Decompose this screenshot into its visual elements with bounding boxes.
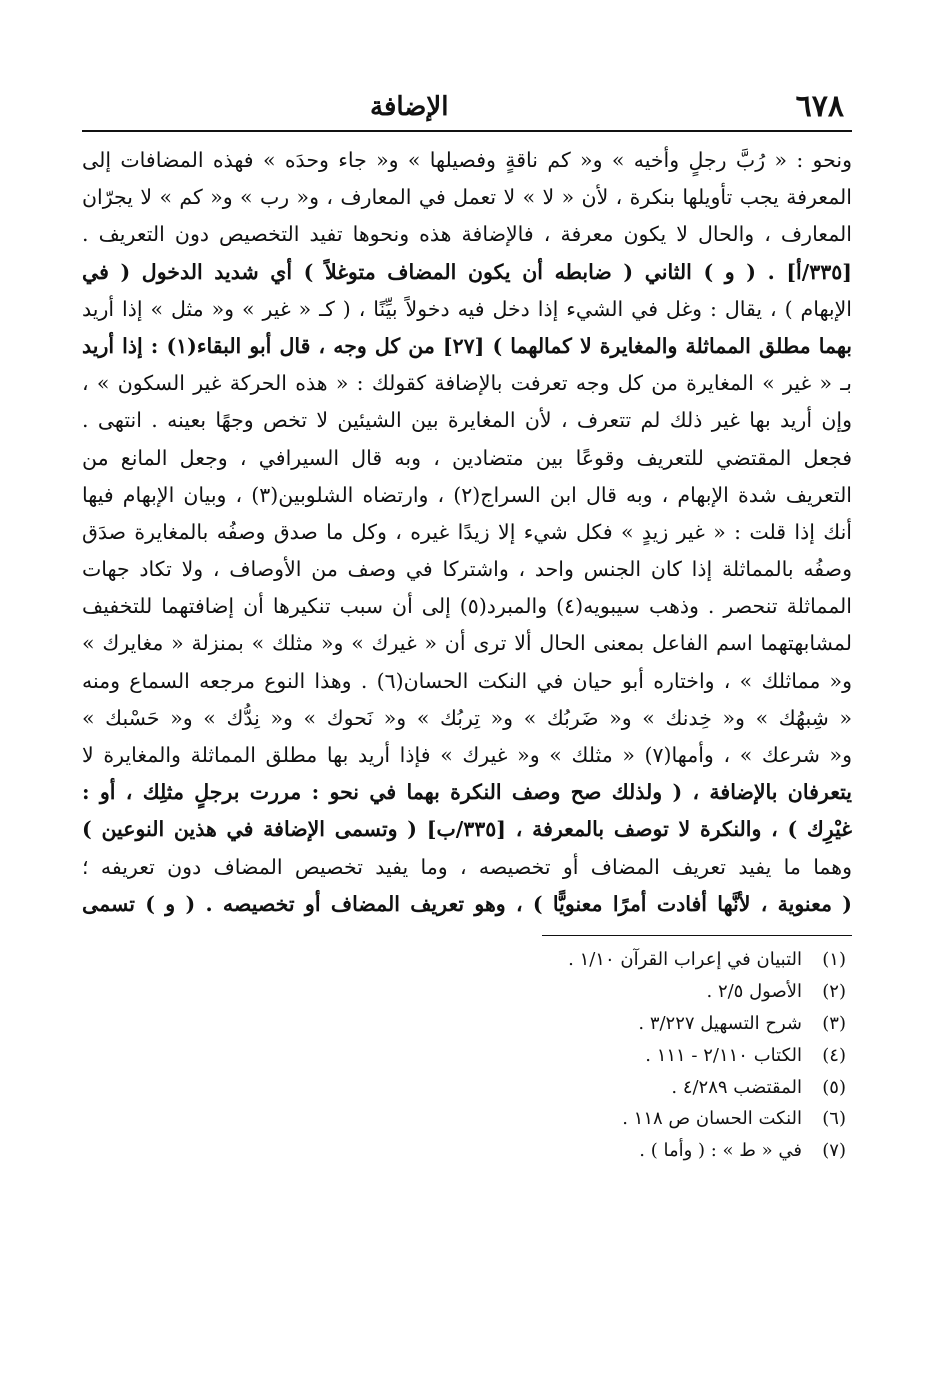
text-line: المعرفة يجب تأويلها بنكرة ، لأن « لا » لا تعمل في المعارف ، و« رب » و« كم » لا يجرّان [82, 185, 852, 210]
text-line: التعريف شدة الإبهام ، وبه قال ابن السراج(٢) ، وارتضاه الشلوبين(٣) ، وبيان الإبهام فيها [82, 482, 852, 507]
footnote-item [82, 1008, 846, 1040]
text-line: و« شرعك » ، وأمها(٧) « مثلك » و« غيرك » فإذا أريد بها مطلق المماثلة والمغايرة لا [82, 743, 852, 767]
text-line: بهما مطلق المماثلة والمغايرة لا كمالهما ) [٢٧] من كل وجه ، قال أبو البقاء(١) : إذا أريد [82, 333, 852, 358]
footnote-item [82, 1103, 846, 1135]
footnote-item [82, 1135, 846, 1167]
text-line: [٣٣٥/أ] . ( و ) الثاني ( ضابطه أن يكون المضاف متوغلاً ) أي شديد الدخول ( في [82, 259, 852, 284]
text-line: يتعرفان بالإضافة ، ( ولذلك صح وصف النكرة بهما في نحو : مررت برجلٍ مثلِك ، أو : [82, 780, 852, 805]
text-line: المماثلة تنحصر . وذهب سيبويه(٤) والمبرد(٥) إلى أن سبب تنكيرها أن إضافتهما للتخفيف [82, 594, 852, 619]
text-line: بـ « غير » المغايرة من كل وجه تعرفت بالإضافة كقولك : « هذه الحركة غير السكون » ، [82, 371, 852, 396]
footnote-number: (٥) [822, 1076, 846, 1098]
footnote-item [82, 1040, 846, 1072]
header-rule [82, 130, 852, 132]
footnote-number: (٢) [822, 981, 846, 1003]
text-line: ونحو : « رُبَّ رجلٍ وأخيه » و« كم ناقةٍ وفصيلها » و« جاء وحدَه » فهذه المضافات إلى [82, 148, 852, 172]
footnote-item [82, 1072, 846, 1104]
footnote-text: الأصول ٢/٥ . [706, 981, 802, 1003]
footnote-item [82, 944, 846, 976]
footnote-number: (٧) [822, 1140, 846, 1162]
footnote-text: التبيان في إعراب القرآن ١/١٠ . [568, 949, 802, 971]
footnote-text: شرح التسهيل ٣/٢٢٧ . [638, 1013, 802, 1035]
text-line: غيْرِك ) ، والنكرة لا توصف بالمعرفة ، [٣٣٥/ب] ( وتسمى الإضافة في هذين النوعين ) [82, 817, 852, 842]
text-line: وهما ما يفيد تعريف المضاف أو تخصيصه ، وما يفيد تخصيص المضاف دون تعريفه ؛ [82, 854, 852, 879]
text-line: لمشابهتهما اسم الفاعل بمعنى الحال ألا ترى أن « غيرك » و« مثلك » بمنزلة « مغايرك » [82, 631, 852, 656]
text-line: وصفُه بالمماثلة إذا كان الجنس واحد ، واشتركا في وصف من الأوصاف ، ولا تكاد جهات [82, 557, 852, 582]
footnote-text: النكت الحسان ص ١١٨ . [622, 1108, 802, 1130]
book-page [82, 90, 852, 1340]
text-line: ( معنوية ، لأنَّها أفادت أمرًا معنويًّا ) ، وهو تعريف المضاف أو تخصيصه . ( و ) تسمى [82, 891, 852, 916]
footnote-text: الكتاب ٢/١١٠ - ١١١ . [645, 1044, 802, 1066]
text-line: المعارف ، والحال لا يكون معرفة ، فالإضافة هذه ونحوها تفيد التخصيص دون التعريف . [82, 222, 852, 247]
footnote-text: في « ط » : ( وأما ) . [639, 1140, 802, 1162]
text-line: أنك إذا قلت : « غير زيدٍ » فكل شيء إلا زيدًا غيره ، وكل ما صدق وصفُه بالمغايرة صدَق [82, 519, 852, 544]
page-header [82, 90, 852, 124]
footnote-text: المقتضب ٤/٢٨٩ . [671, 1076, 802, 1098]
text-line: « شِبهُك » و« خِدنك » و« ضَربُك » و« تِربُك » و« نَحوك » و« نِدُّك » و« حَسْبك » [82, 705, 852, 730]
body-text [82, 142, 852, 923]
text-line: وإن أريد بها غير ذلك لم تتعرف ، لأن المغايرة بين الشيئين لا تخص وجهًا بعينه . انتهى . [82, 408, 852, 433]
footnote-number: (٦) [822, 1108, 846, 1130]
footnote-item [82, 976, 846, 1008]
page-number: ٦٧٨ [795, 89, 844, 124]
footnote-rule [542, 935, 852, 937]
text-line: و« مماثلك » ، واختاره أبو حيان في النكت الحسان(٦) . وهذا النوع مرجعه السماع ومنه [82, 668, 852, 693]
running-title: الإضافة [370, 92, 449, 122]
footnotes [82, 944, 852, 1167]
text-line: الإبهام ) ، يقال : وغل في الشيء إذا دخل فيه دخولاً بيِّنًا ، ( كـ « غير » و« مثل » إذا أريد [82, 296, 852, 321]
footnote-number: (٣) [822, 1013, 846, 1035]
footnote-number: (١) [822, 949, 846, 971]
footnote-number: (٤) [822, 1044, 846, 1066]
text-line: فجعل المقتضي للتعريف وقوعًا بين متضادين ، وبه قال السيرافي ، وجعل المانع من [82, 445, 852, 470]
